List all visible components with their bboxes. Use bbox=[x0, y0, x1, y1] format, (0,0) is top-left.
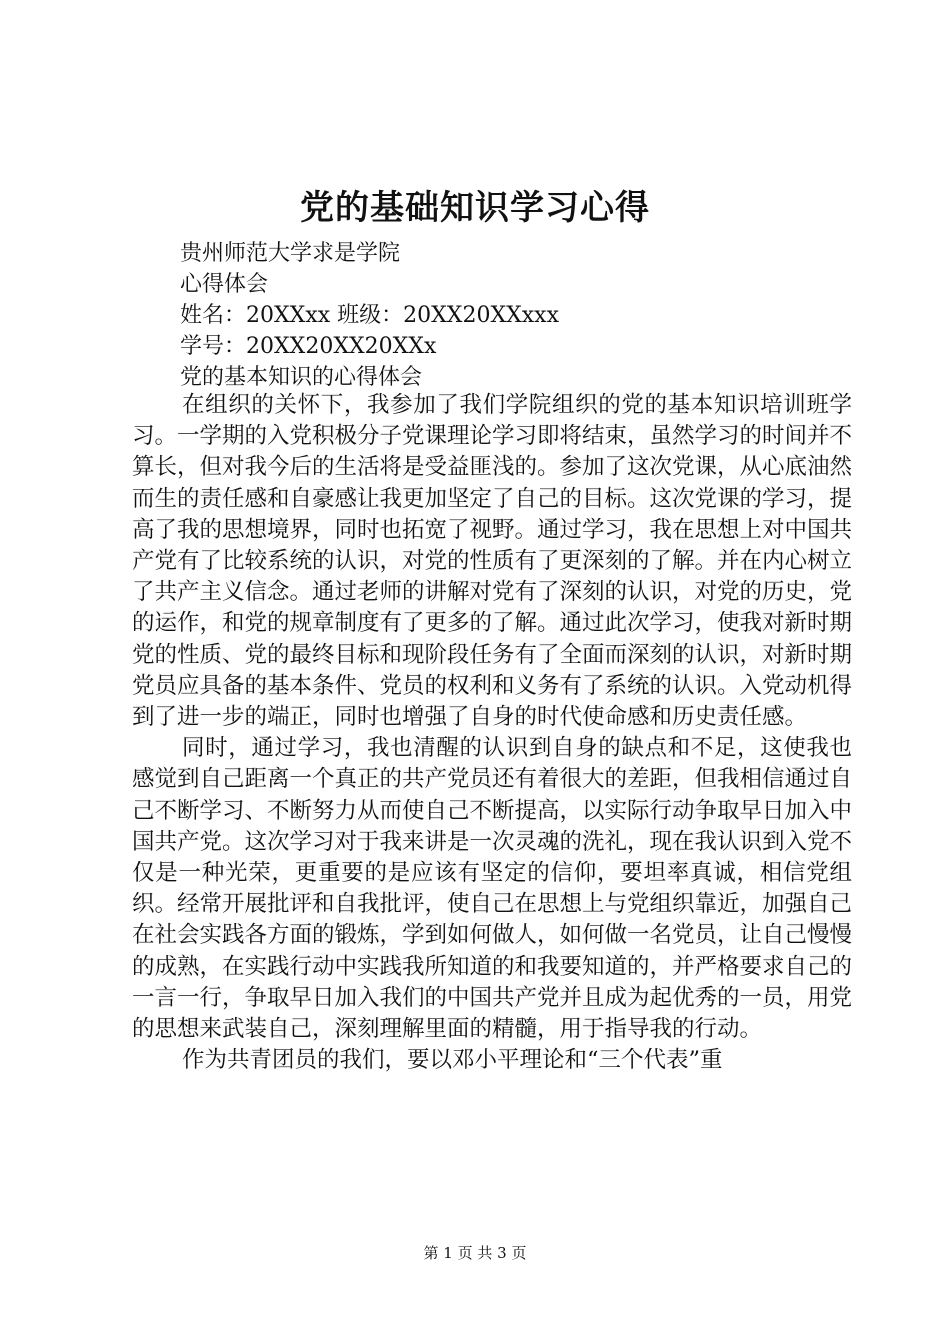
body-paragraph: 同时，通过学习，我也清醒的认识到自身的缺点和不足，这使我也感觉到自己距离一个真正的共产党员还有着很大的差距，但我相信通过自己不断学习、不断努力从而使自己不断提高，以实际行动争取早日加入中国共产党。这次学习对于我来讲是一次灵魂的洗礼，现在我认识到入党不仅是一种光荣，更重要的是应该有坚定的信仰，要坦率真诚，相信党组织。经常开展批评和自我批评，使自己在思想上与党组织靠近，加强自己在社会实践各方面的锻炼，学到如何做人，如何做一名党员，让自己慢慢的成熟，在实践行动中实践我所知道的和我要知道的，并严格要求自己的一言一行，争取早日加入我们的中国共产党并且成为起优秀的一员，用党的思想来武装自己，深刻理解里面的精髓，用于指导我的行动。 bbox=[132, 735, 853, 1043]
body-paragraph: 作为共青团员的我们，要以邓小平理论和“三个代表”重 bbox=[182, 1047, 723, 1074]
body-paragraph: 在组织的关怀下，我参加了我们学院组织的党的基本知识培训班学习。一学期的入党积极分子党课理论学习即将结束，虽然学习的时间并不算长，但对我今后的生活将是受益匪浅的。参加了这次党课，从心底油然而生的责任感和自豪感让我更加坚定了自己的目标。这次党课的学习，提高了我的思想境界，同时也拓宽了视野。通过学习，我在思想上对中国共产党有了比较系统的认识，对党的性质有了更深刻的了解。并在内心树立了共产主义信念。通过老师的讲解对党有了深刻的认识，对党的历史，党的运作，和党的规章制度有了更多的了解。通过此次学习，使我对新时期党的性质、党的最终目标和现阶段任务有了全面而深刻的认识，对新时期党员应具备的基本条件、党员的权利和义务有了系统的认识。入党动机得到了进一步的端正，同时也增强了自身的时代使命感和历史责任感。 bbox=[132, 392, 853, 731]
meta-name-class: 姓名：20XXxx 班级：20XX20XXxxx bbox=[180, 303, 559, 328]
document-meta bbox=[180, 238, 860, 393]
meta-subtitle: 党的基本知识的心得体会 bbox=[180, 365, 423, 390]
document-body bbox=[132, 390, 852, 1076]
meta-doc-type: 心得体会 bbox=[180, 272, 269, 297]
meta-school: 贵州师范大学求是学院 bbox=[180, 241, 401, 266]
document-title: 党的基础知识学习心得 bbox=[300, 188, 650, 228]
page-footer: 第 1 页 共 3 页 bbox=[423, 1244, 527, 1262]
meta-student-id: 学号：20XX20XX20XXx bbox=[180, 334, 437, 359]
